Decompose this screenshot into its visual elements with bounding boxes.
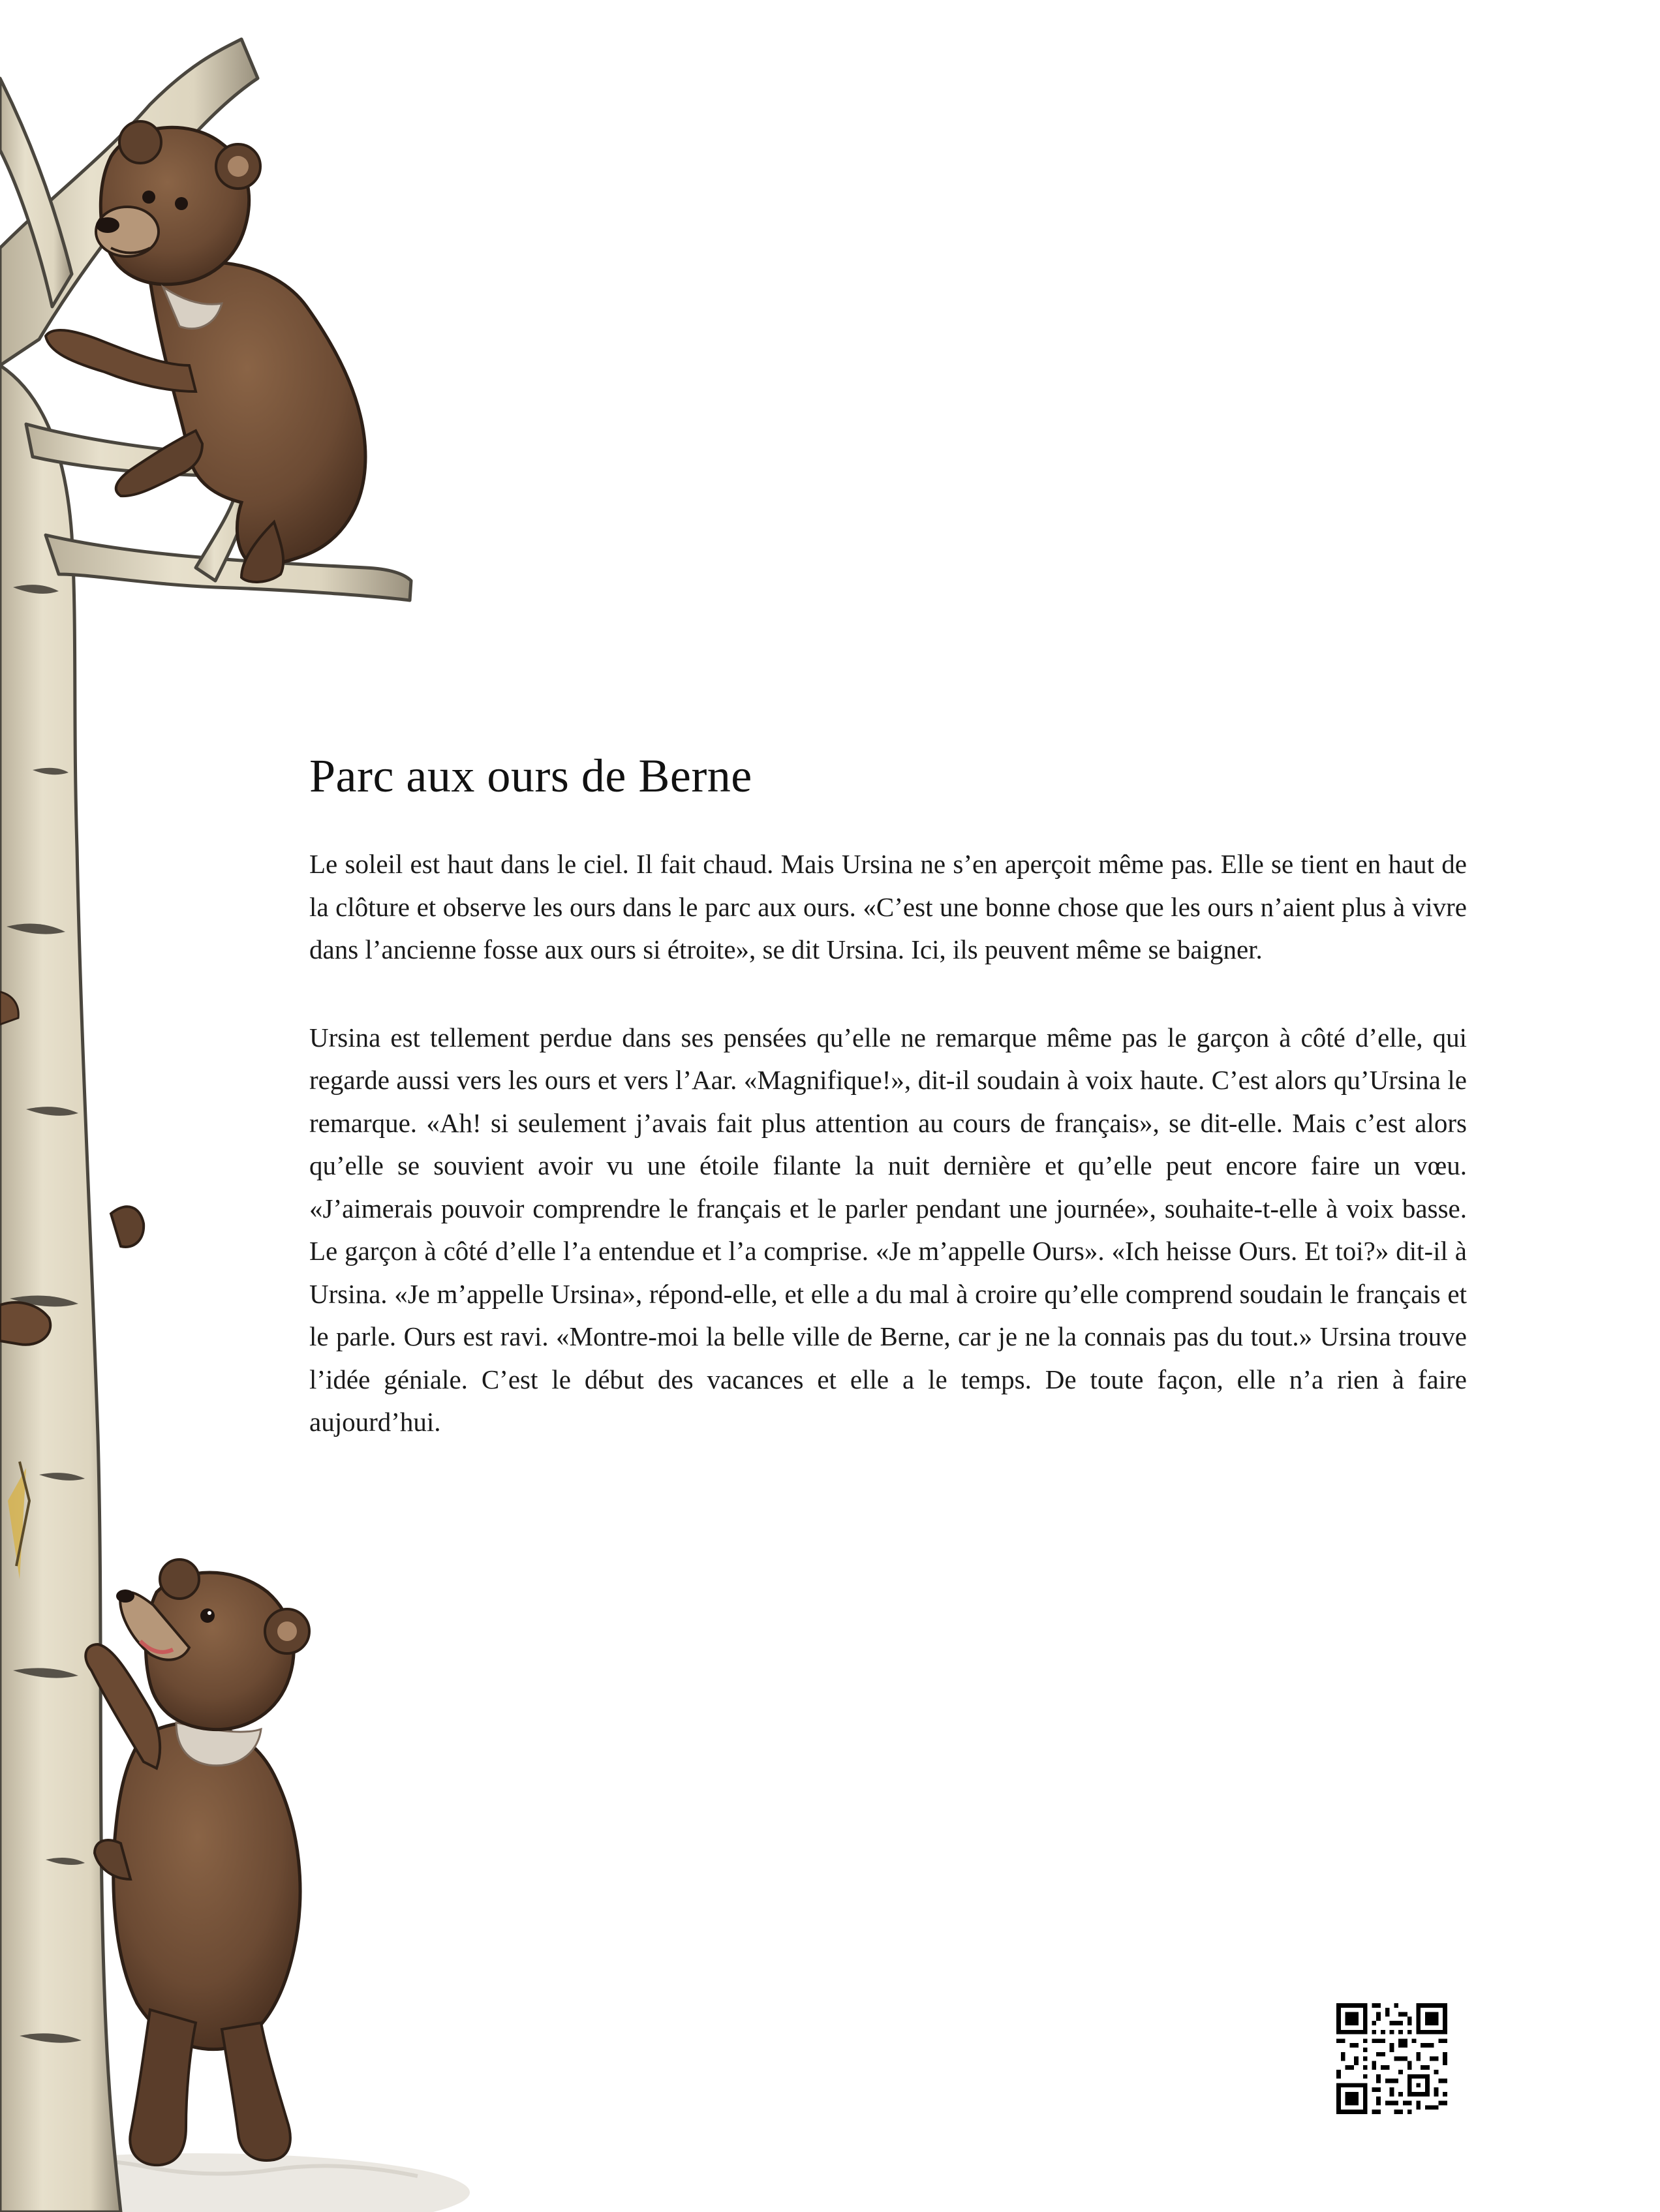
- story-paragraph-2: Ursina est tellement perdue dans ses pensées qu’elle ne remarque même pas le garçon à côté d’elle, qui regarde aussi vers les ours et vers l’Aar. «Magnifique!», dit-il soudain à voix haute. C’est alors qu’Ursina le remarque. «Ah! si seulement j’avais fait plus attention au cours de français», se dit-elle. Mais c’est alors qu’elle se souvient avoir vu une étoile filante la nuit dernière et qu’elle peut encore faire un vœu. «J’aimerais pouvoir comprendre le français et le parler pendant une journée», souhaite-t-elle à voix basse. Le garçon à côté d’elle l’a entendue et l’a comprise. «Je m’appelle Ours». «Ich heisse Ours. Et toi?» dit-il à Ursina. «Je m’appelle Ursina», répond-elle, et elle a du mal à croire qu’elle comprend soudain le français et le parle. Ours est ravi. «Montre-moi la belle ville de Berne, car je ne la connais pas du tout.» Ursina trouve l’idée géniale. C’est le début des vacances et elle a le temps. De toute façon, elle n’a rien à faire aujourd’hui.: [309, 1022, 1467, 1437]
- story-paragraph-1: Le soleil est haut dans le ciel. Il fait chaud. Mais Ursina ne s’en aperçoit même pas. Elle se tient en haut de la clôture et observe les ours dans le parc aux ours. «C’est une bonne chose que les ours n’aient plus à vivre dans l’ancienne fosse aux ours si étroite», se dit Ursina. Ici, ils peuvent même se baigner.: [309, 849, 1467, 964]
- story-text: [309, 843, 1467, 1444]
- bear-cub-bottom: [85, 1559, 309, 2165]
- page-title: Parc aux ours de Berne: [309, 750, 752, 802]
- qr-code-icon[interactable]: [1336, 2003, 1447, 2114]
- birch-trunk: [0, 365, 121, 2212]
